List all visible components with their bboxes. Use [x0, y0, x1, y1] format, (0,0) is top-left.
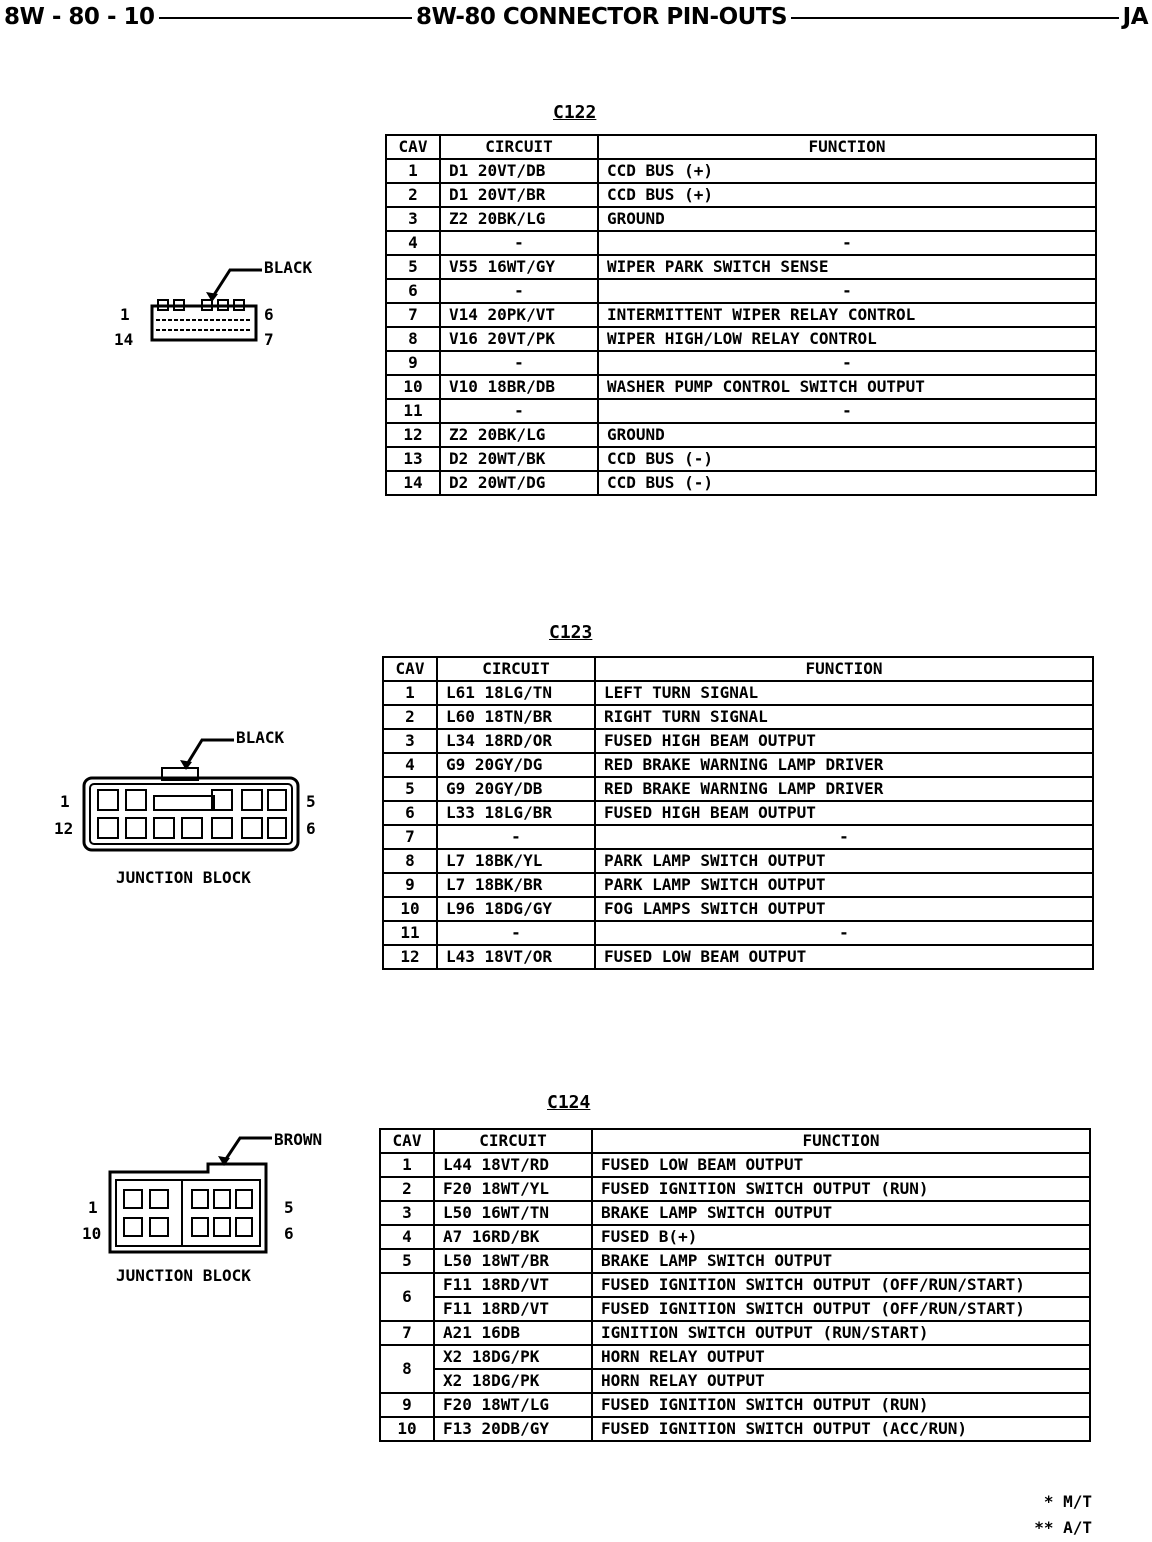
table-row [380, 1369, 1090, 1393]
circuit-cell: F11 18RD/VT [434, 1297, 592, 1321]
pin-label: 6 [264, 305, 274, 324]
table-row [386, 207, 1096, 231]
cav-cell: 12 [383, 945, 437, 969]
pin-label: 5 [284, 1198, 294, 1217]
table-row [386, 183, 1096, 207]
connector-color-label: BROWN [274, 1130, 323, 1149]
circuit-cell: F20 18WT/LG [434, 1393, 592, 1417]
circuit-cell: L50 18WT/BR [434, 1249, 592, 1273]
table-row [380, 1297, 1090, 1321]
function-cell: GROUND [598, 207, 1096, 231]
function-cell: FUSED LOW BEAM OUTPUT [595, 945, 1093, 969]
function-cell: WASHER PUMP CONTROL SWITCH OUTPUT [598, 375, 1096, 399]
cav-cell: 8 [383, 849, 437, 873]
cav-cell: 5 [380, 1249, 434, 1273]
function-cell: FUSED HIGH BEAM OUTPUT [595, 729, 1093, 753]
pin-label: 1 [60, 792, 70, 811]
function-cell: FUSED B(+) [592, 1225, 1090, 1249]
function-cell: CCD BUS (+) [598, 183, 1096, 207]
function-cell: WIPER PARK SWITCH SENSE [598, 255, 1096, 279]
table-row [386, 279, 1096, 303]
table-row [383, 849, 1093, 873]
cav-cell: 1 [386, 159, 440, 183]
circuit-cell: V55 16WT/GY [440, 255, 598, 279]
footnote: ** A/T [1034, 1518, 1092, 1537]
circuit-cell: A21 16DB [434, 1321, 592, 1345]
circuit-cell: V16 20VT/PK [440, 327, 598, 351]
cav-cell: 10 [380, 1417, 434, 1441]
function-cell: CCD BUS (-) [598, 471, 1096, 495]
pinout-table [385, 134, 1097, 496]
function-cell: FUSED IGNITION SWITCH OUTPUT (OFF/RUN/START) [592, 1273, 1090, 1297]
cav-cell: 2 [380, 1177, 434, 1201]
circuit-cell: - [437, 825, 595, 849]
table-row [386, 303, 1096, 327]
table-row [386, 159, 1096, 183]
cav-cell: 4 [386, 231, 440, 255]
circuit-cell: L43 18VT/OR [437, 945, 595, 969]
cav-cell: 14 [386, 471, 440, 495]
table-row [386, 471, 1096, 495]
circuit-cell: V10 18BR/DB [440, 375, 598, 399]
function-cell: BRAKE LAMP SWITCH OUTPUT [592, 1201, 1090, 1225]
table-header-row [386, 135, 1096, 159]
cav-cell: 13 [386, 447, 440, 471]
cav-cell: 11 [383, 921, 437, 945]
function-cell: PARK LAMP SWITCH OUTPUT [595, 849, 1093, 873]
cav-cell: 3 [380, 1201, 434, 1225]
function-cell: - [598, 279, 1096, 303]
circuit-cell: - [440, 351, 598, 375]
cav-cell: 5 [383, 777, 437, 801]
table-row [380, 1273, 1090, 1297]
circuit-cell: L34 18RD/OR [437, 729, 595, 753]
table-row [386, 255, 1096, 279]
pin-label: 14 [114, 330, 134, 349]
table-row [383, 753, 1093, 777]
table-header-row [383, 657, 1093, 681]
circuit-cell: L61 18LG/TN [437, 681, 595, 705]
pin-label: 1 [120, 305, 130, 324]
cav-cell: 6 [383, 801, 437, 825]
circuit-cell: - [440, 279, 598, 303]
table-row [386, 351, 1096, 375]
function-cell: CCD BUS (+) [598, 159, 1096, 183]
page-title: 8W-80 CONNECTOR PIN-OUTS [412, 4, 791, 30]
table-row [380, 1249, 1090, 1273]
table-row [380, 1201, 1090, 1225]
function-cell: - [598, 231, 1096, 255]
function-cell: IGNITION SWITCH OUTPUT (RUN/START) [592, 1321, 1090, 1345]
cav-cell: 9 [380, 1393, 434, 1417]
table-row [386, 423, 1096, 447]
cav-cell: 7 [383, 825, 437, 849]
table-row [380, 1417, 1090, 1441]
cav-cell: 12 [386, 423, 440, 447]
table-row [386, 231, 1096, 255]
function-cell: FOG LAMPS SWITCH OUTPUT [595, 897, 1093, 921]
circuit-cell: L44 18VT/RD [434, 1153, 592, 1177]
pinout-table [379, 1128, 1091, 1442]
cav-cell: 9 [383, 873, 437, 897]
cav-cell: 6 [380, 1273, 434, 1321]
vehicle-code: JA [1119, 4, 1152, 30]
connector-c122-icon [150, 262, 270, 347]
connector-caption: JUNCTION BLOCK [116, 1266, 251, 1285]
cav-cell: 8 [380, 1345, 434, 1393]
function-cell: - [595, 825, 1093, 849]
connector-caption: JUNCTION BLOCK [116, 868, 251, 887]
cav-cell: 5 [386, 255, 440, 279]
table-row [383, 777, 1093, 801]
cav-header: CAV [386, 135, 440, 159]
function-cell: FUSED IGNITION SWITCH OUTPUT (RUN) [592, 1177, 1090, 1201]
cav-cell: 8 [386, 327, 440, 351]
table-row [380, 1153, 1090, 1177]
table-row [383, 705, 1093, 729]
cav-cell: 1 [383, 681, 437, 705]
circuit-cell: F13 20DB/GY [434, 1417, 592, 1441]
cav-cell: 3 [383, 729, 437, 753]
footnote: * M/T [1043, 1492, 1092, 1511]
function-cell: FUSED IGNITION SWITCH OUTPUT (ACC/RUN) [592, 1417, 1090, 1441]
cav-cell: 2 [386, 183, 440, 207]
page-number: 8W - 80 - 10 [0, 4, 159, 30]
cav-cell: 4 [380, 1225, 434, 1249]
function-cell: FUSED HIGH BEAM OUTPUT [595, 801, 1093, 825]
circuit-cell: X2 18DG/PK [434, 1369, 592, 1393]
cav-header: CAV [383, 657, 437, 681]
circuit-cell: D2 20WT/BK [440, 447, 598, 471]
table-row [380, 1345, 1090, 1369]
circuit-cell: V14 20PK/VT [440, 303, 598, 327]
table-row [386, 375, 1096, 399]
cav-cell: 1 [380, 1153, 434, 1177]
function-cell: RIGHT TURN SIGNAL [595, 705, 1093, 729]
circuit-cell: L7 18BK/BR [437, 873, 595, 897]
table-row [386, 327, 1096, 351]
table-row [383, 729, 1093, 753]
cav-cell: 2 [383, 705, 437, 729]
pin-label: 12 [54, 819, 74, 838]
cav-cell: 7 [380, 1321, 434, 1345]
cav-cell: 3 [386, 207, 440, 231]
function-cell: FUSED IGNITION SWITCH OUTPUT (OFF/RUN/START) [592, 1297, 1090, 1321]
function-cell: FUSED IGNITION SWITCH OUTPUT (RUN) [592, 1393, 1090, 1417]
function-cell: BRAKE LAMP SWITCH OUTPUT [592, 1249, 1090, 1273]
table-header-row [380, 1129, 1090, 1153]
table-row [383, 681, 1093, 705]
circuit-header: CIRCUIT [440, 135, 598, 159]
table-row [380, 1321, 1090, 1345]
function-header: FUNCTION [598, 135, 1096, 159]
function-cell: LEFT TURN SIGNAL [595, 681, 1093, 705]
function-cell: INTERMITTENT WIPER RELAY CONTROL [598, 303, 1096, 327]
table-row [386, 399, 1096, 423]
pinout-table [382, 656, 1094, 970]
function-cell: - [598, 399, 1096, 423]
table-row [380, 1225, 1090, 1249]
circuit-cell: - [440, 231, 598, 255]
table-row [383, 897, 1093, 921]
circuit-cell: - [440, 399, 598, 423]
pin-label: 6 [284, 1224, 294, 1243]
section-title: C124 [547, 1092, 591, 1113]
circuit-cell: X2 18DG/PK [434, 1345, 592, 1369]
cav-cell: 6 [386, 279, 440, 303]
function-cell: CCD BUS (-) [598, 447, 1096, 471]
pin-label: 1 [88, 1198, 98, 1217]
circuit-cell: L50 16WT/TN [434, 1201, 592, 1225]
cav-cell: 11 [386, 399, 440, 423]
circuit-cell: G9 20GY/DG [437, 753, 595, 777]
function-header: FUNCTION [595, 657, 1093, 681]
table-row [383, 801, 1093, 825]
function-cell: GROUND [598, 423, 1096, 447]
circuit-cell: Z2 20BK/LG [440, 207, 598, 231]
circuit-cell: Z2 20BK/LG [440, 423, 598, 447]
table-row [380, 1177, 1090, 1201]
circuit-cell: L7 18BK/YL [437, 849, 595, 873]
cav-cell: 10 [383, 897, 437, 921]
function-header: FUNCTION [592, 1129, 1090, 1153]
connector-c123-icon [82, 734, 302, 854]
connector-c124-icon [108, 1132, 278, 1258]
pin-label: 10 [82, 1224, 102, 1243]
circuit-cell: D2 20WT/DG [440, 471, 598, 495]
pin-label: 7 [264, 330, 274, 349]
function-cell: PARK LAMP SWITCH OUTPUT [595, 873, 1093, 897]
cav-header: CAV [380, 1129, 434, 1153]
cav-cell: 4 [383, 753, 437, 777]
connector-color-label: BLACK [264, 258, 313, 277]
table-row [383, 921, 1093, 945]
circuit-cell: L33 18LG/BR [437, 801, 595, 825]
circuit-cell: L60 18TN/BR [437, 705, 595, 729]
function-cell: HORN RELAY OUTPUT [592, 1369, 1090, 1393]
cav-cell: 7 [386, 303, 440, 327]
function-cell: RED BRAKE WARNING LAMP DRIVER [595, 753, 1093, 777]
section-title: C123 [549, 622, 593, 643]
table-row [386, 447, 1096, 471]
pin-label: 6 [306, 819, 316, 838]
table-row [383, 825, 1093, 849]
function-cell: - [595, 921, 1093, 945]
circuit-cell: A7 16RD/BK [434, 1225, 592, 1249]
circuit-cell: L96 18DG/GY [437, 897, 595, 921]
circuit-header: CIRCUIT [434, 1129, 592, 1153]
table-row [383, 945, 1093, 969]
circuit-cell: - [437, 921, 595, 945]
circuit-cell: G9 20GY/DB [437, 777, 595, 801]
circuit-cell: F20 18WT/YL [434, 1177, 592, 1201]
connector-color-label: BLACK [236, 728, 285, 747]
circuit-cell: D1 20VT/BR [440, 183, 598, 207]
function-cell: WIPER HIGH/LOW RELAY CONTROL [598, 327, 1096, 351]
function-cell: HORN RELAY OUTPUT [592, 1345, 1090, 1369]
cav-cell: 10 [386, 375, 440, 399]
cav-cell: 9 [386, 351, 440, 375]
pin-label: 5 [306, 792, 316, 811]
page-header [0, 4, 1152, 32]
table-row [383, 873, 1093, 897]
function-cell: - [598, 351, 1096, 375]
section-title: C122 [553, 102, 597, 123]
circuit-header: CIRCUIT [437, 657, 595, 681]
function-cell: FUSED LOW BEAM OUTPUT [592, 1153, 1090, 1177]
function-cell: RED BRAKE WARNING LAMP DRIVER [595, 777, 1093, 801]
circuit-cell: D1 20VT/DB [440, 159, 598, 183]
table-row [380, 1393, 1090, 1417]
circuit-cell: F11 18RD/VT [434, 1273, 592, 1297]
